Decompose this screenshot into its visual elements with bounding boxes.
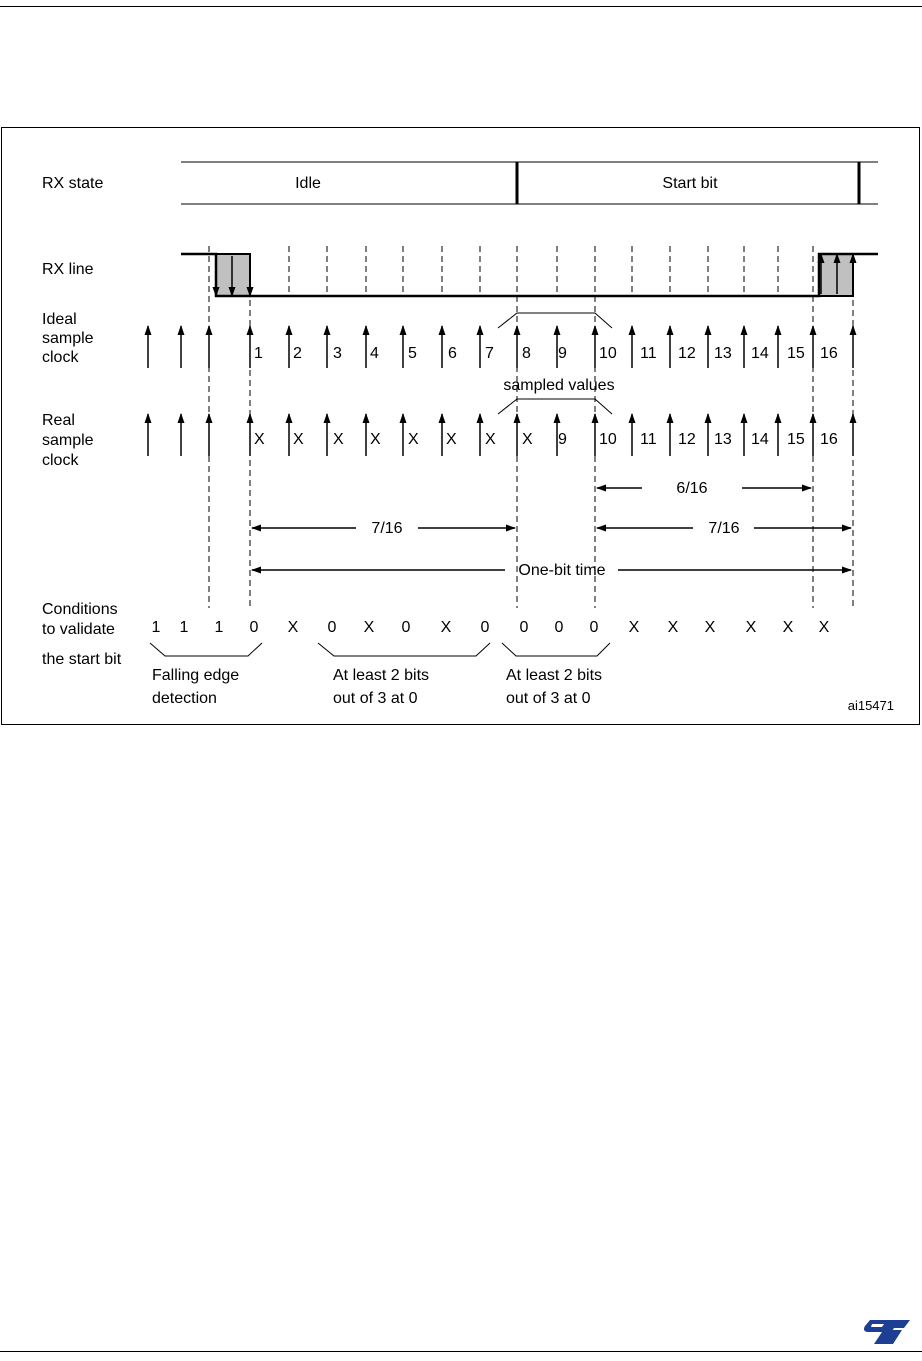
ideal-num-13: 13 — [714, 345, 732, 362]
ideal-num-1: 1 — [254, 345, 263, 362]
cond-val-2: 1 — [179, 619, 189, 636]
ideal-num-14: 14 — [751, 345, 769, 362]
real-num-8: X — [522, 431, 533, 448]
cond-val-10: 0 — [480, 619, 490, 636]
label-real-2: sample — [42, 432, 94, 449]
note-falling-edge-1: Falling edge — [152, 667, 240, 684]
interval-one-bit-time-label: One-bit time — [518, 562, 606, 579]
ideal-num-2: 2 — [293, 345, 302, 362]
note-atleast-1-line2: out of 3 at 0 — [333, 690, 418, 707]
cond-val-15: X — [667, 619, 679, 636]
interval-seven-16-left-label: 7/16 — [371, 520, 403, 537]
bracket-atleast-2 — [502, 643, 610, 656]
st-logo-icon — [862, 1318, 912, 1346]
cond-val-19: X — [818, 619, 830, 636]
ideal-num-4: 4 — [370, 345, 379, 362]
cond-val-9: X — [440, 619, 452, 636]
ideal-num-16: 16 — [820, 345, 838, 362]
note-atleast-2-line1: At least 2 bits — [506, 667, 603, 684]
label-ideal-3: clock — [42, 349, 79, 366]
cond-val-5: X — [287, 619, 299, 636]
note-falling-edge-2: detection — [152, 690, 217, 707]
guide-lines-long — [209, 246, 853, 608]
condition-brackets — [150, 643, 610, 656]
cond-val-13: 0 — [589, 619, 599, 636]
cond-val-11: 0 — [519, 619, 529, 636]
rx-line-shade-left — [216, 254, 250, 296]
real-num-13: 13 — [714, 431, 732, 448]
ideal-num-10: 10 — [599, 345, 617, 362]
note-atleast-2-line2: out of 3 at 0 — [506, 690, 591, 707]
ideal-num-15: 15 — [787, 345, 805, 362]
real-num-7: X — [485, 431, 496, 448]
cond-val-17: X — [745, 619, 757, 636]
real-num-2: X — [293, 431, 304, 448]
real-num-3: X — [333, 431, 344, 448]
real-num-10: 10 — [599, 431, 617, 448]
ideal-clock-numbers — [254, 345, 838, 362]
label-ideal-1: Ideal — [42, 311, 77, 328]
label-conditions-1: Conditions — [42, 601, 118, 618]
ideal-num-3: 3 — [333, 345, 342, 362]
cond-val-8: 0 — [401, 619, 411, 636]
bracket-falling-edge — [150, 643, 262, 656]
real-clock-numbers — [254, 431, 838, 448]
rx-state-idle: Idle — [295, 175, 321, 192]
label-rx-state: RX state — [42, 175, 104, 192]
label-real-1: Real — [42, 412, 75, 429]
real-num-6: X — [446, 431, 457, 448]
ideal-num-7: 7 — [485, 345, 494, 362]
sampled-values-label: sampled values — [503, 377, 615, 394]
real-num-14: 14 — [751, 431, 769, 448]
ideal-num-9: 9 — [558, 345, 567, 362]
real-num-1: X — [254, 431, 265, 448]
cond-val-16: X — [704, 619, 716, 636]
cond-val-3: 1 — [214, 619, 224, 636]
label-conditions-2: to validate — [42, 621, 115, 638]
cond-val-14: X — [628, 619, 640, 636]
label-real-3: clock — [42, 452, 79, 469]
label-rx-line: RX line — [42, 261, 94, 278]
interval-six-16-label: 6/16 — [676, 480, 708, 497]
interval-seven-16-right-label: 7/16 — [708, 520, 740, 537]
rx-line-waveform — [181, 254, 878, 296]
ideal-num-12: 12 — [678, 345, 696, 362]
guide-lines-short — [289, 246, 778, 292]
real-num-15: 15 — [787, 431, 805, 448]
rx-line-shade-right — [819, 254, 853, 296]
real-num-4: X — [370, 431, 381, 448]
figure-id-label: ai15471 — [847, 698, 894, 713]
bracket-atleast-1 — [318, 643, 490, 656]
real-num-11: 11 — [640, 431, 657, 448]
real-num-16: 16 — [820, 431, 838, 448]
note-atleast-1-line1: At least 2 bits — [333, 667, 430, 684]
rx-state-start-bit: Start bit — [662, 175, 718, 192]
real-num-9: 9 — [558, 431, 567, 448]
cond-val-1: 1 — [151, 619, 161, 636]
label-ideal-2: sample — [42, 330, 94, 347]
ideal-num-6: 6 — [448, 345, 457, 362]
page-bottom-rule — [0, 1351, 922, 1352]
cond-val-18: X — [782, 619, 794, 636]
cond-val-7: X — [363, 619, 375, 636]
cond-val-12: 0 — [554, 619, 564, 636]
rx-state-bar — [181, 162, 878, 204]
label-conditions-3: the start bit — [42, 651, 122, 668]
ideal-num-5: 5 — [408, 345, 417, 362]
condition-values — [152, 619, 830, 636]
cond-val-6: 0 — [327, 619, 337, 636]
ideal-num-11: 11 — [640, 345, 657, 362]
real-num-5: X — [408, 431, 419, 448]
real-num-12: 12 — [678, 431, 696, 448]
cond-val-4: 0 — [249, 619, 259, 636]
ideal-num-8: 8 — [522, 345, 531, 362]
